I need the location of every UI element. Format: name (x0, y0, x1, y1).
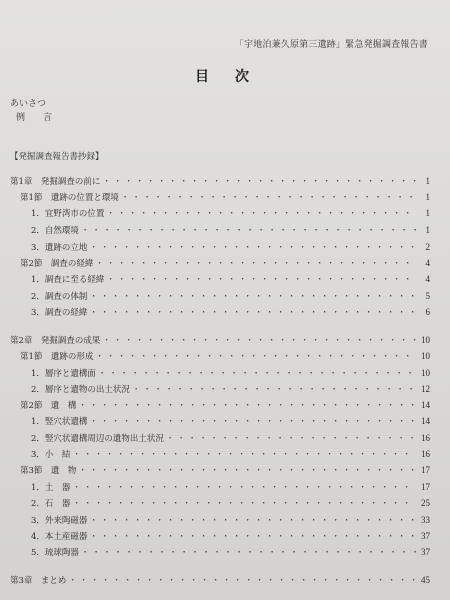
toc-page-number: 37 (421, 546, 430, 557)
toc-label: 1．土 器 (31, 482, 71, 493)
toc-leader (102, 175, 416, 187)
toc-label: 第3節 遺 物 (20, 465, 77, 476)
toc-leader (95, 257, 416, 269)
toc-label: 3．小 結 (31, 449, 71, 460)
toc-page-number: 10 (421, 334, 430, 345)
toc-label: 第3章 まとめ (10, 575, 67, 586)
toc-label: 第1節 遺跡の位置と環境 (20, 192, 119, 203)
toc-page-number: 33 (421, 514, 430, 525)
toc-label: 2．層序と遺物の出土状況 (31, 384, 130, 395)
toc-label: 2．竪穴状遺構周辺の遺物出土状況 (31, 433, 164, 444)
toc-leader (89, 290, 416, 302)
toc-label: 2．調査の体制 (31, 291, 88, 302)
toc-label: 2．自然環境 (31, 225, 79, 236)
toc-leader (72, 497, 416, 509)
toc-leader (166, 432, 416, 444)
toc-leader (95, 350, 416, 362)
toc-leader (81, 546, 416, 558)
toc-leader (98, 367, 416, 379)
toc-leader (81, 224, 416, 236)
toc-entry-2-1-2[interactable] (31, 382, 430, 395)
toc-entry-chapter-3[interactable] (10, 573, 430, 586)
toc-entry-2-2-1[interactable] (31, 414, 430, 427)
toc-leader (89, 241, 416, 253)
toc-label: 5．琉球陶器 (31, 547, 79, 558)
toc-page-number: 37 (421, 530, 430, 541)
toc-leader (68, 574, 416, 586)
toc-leader (89, 415, 416, 427)
toc-label: 1．宜野湾市の位置 (31, 208, 105, 219)
toc-page-number: 1 (425, 207, 430, 218)
toc-page-number: 45 (421, 574, 430, 585)
prelim-notes: 例 言 (16, 113, 53, 123)
toc-page-number: 1 (425, 224, 430, 235)
toc-leader (89, 530, 416, 542)
toc-entry-1-2-2[interactable] (31, 289, 430, 302)
toc-entry-2-3-5[interactable] (31, 545, 430, 558)
toc-page-number: 6 (425, 306, 430, 317)
toc-entry-1-2-3[interactable] (31, 305, 430, 318)
toc-leader (78, 464, 416, 476)
toc-page-number: 4 (425, 257, 430, 268)
toc-page-number: 10 (421, 367, 430, 378)
toc-leader (89, 514, 416, 526)
toc-label: 第2節 遺 構 (20, 400, 77, 411)
toc-entry-2-1-1[interactable] (31, 366, 430, 379)
toc-label: 3．外来陶磁器 (31, 515, 88, 526)
toc-page-number: 17 (421, 481, 430, 492)
toc-page-number: 17 (421, 464, 430, 475)
toc-leader (102, 334, 416, 346)
toc-page-number: 2 (425, 241, 430, 252)
toc-leader (72, 448, 416, 460)
toc-leader (132, 383, 416, 395)
toc-entry-1-2[interactable] (20, 256, 430, 269)
toc-page-number: 4 (425, 273, 430, 284)
toc-entry-chapter-1[interactable] (10, 174, 430, 187)
toc-entry-1-1-1[interactable] (31, 206, 430, 219)
toc-label: 第2章 発掘調査の成果 (10, 335, 101, 346)
toc-entry-2-3-4[interactable] (31, 529, 430, 542)
toc-label: 3．調査の経緯 (31, 307, 88, 318)
toc-entry-1-1[interactable] (20, 190, 430, 203)
section-label-abstract: 【発掘調査報告書抄録】 (10, 152, 104, 162)
toc-entry-2-3[interactable] (20, 463, 430, 476)
toc-entry-2-3-1[interactable] (31, 480, 430, 493)
toc-page-number: 25 (421, 497, 430, 508)
toc-label: 第2節 調査の経緯 (20, 258, 94, 269)
toc-entry-2-2-2[interactable] (31, 431, 430, 444)
toc-page-number: 16 (421, 432, 430, 443)
toc-label: 4．本土産磁器 (31, 531, 88, 542)
toc-entry-2-3-3[interactable] (31, 513, 430, 526)
toc-entry-1-1-3[interactable] (31, 240, 430, 253)
toc-leader (78, 399, 416, 411)
toc-page-number: 5 (425, 290, 430, 301)
toc-entry-2-1[interactable] (20, 349, 430, 362)
toc-entry-2-3-2[interactable] (31, 496, 430, 509)
toc-label: 3．遺跡の立地 (31, 242, 88, 253)
toc-leader (106, 207, 416, 219)
toc-entry-2-2-3[interactable] (31, 447, 430, 460)
toc-leader (89, 306, 416, 318)
toc-entry-chapter-2[interactable] (10, 333, 430, 346)
toc-leader (72, 481, 416, 493)
toc-entry-2-2[interactable] (20, 398, 430, 411)
toc-leader (106, 273, 416, 285)
toc-label: 1．調査に至る経緯 (31, 274, 105, 285)
report-header-note: 「宇地泊兼久原第三遺跡」緊急発掘調査報告書 (234, 40, 428, 50)
toc-leader (121, 191, 416, 203)
toc-page-number: 10 (421, 350, 430, 361)
toc-label: 2．石 器 (31, 498, 71, 509)
toc-page-number: 16 (421, 448, 430, 459)
prelim-greeting: あいさつ (10, 99, 47, 109)
toc-entry-1-1-2[interactable] (31, 223, 430, 236)
page-title: 目 次 (195, 69, 255, 85)
toc-page-number: 14 (421, 399, 430, 410)
toc-page-number: 1 (425, 175, 430, 186)
toc-page-number: 1 (425, 191, 430, 202)
toc-entry-1-2-1[interactable] (31, 272, 430, 285)
toc-page-number: 12 (421, 383, 430, 394)
toc-label: 1．竪穴状遺構 (31, 416, 88, 427)
toc-label: 第1章 発掘調査の前に (10, 176, 101, 187)
toc-page-number: 14 (421, 415, 430, 426)
toc-label: 1．層序と遺構面 (31, 368, 96, 379)
toc-label: 第1節 遺跡の形成 (20, 351, 94, 362)
